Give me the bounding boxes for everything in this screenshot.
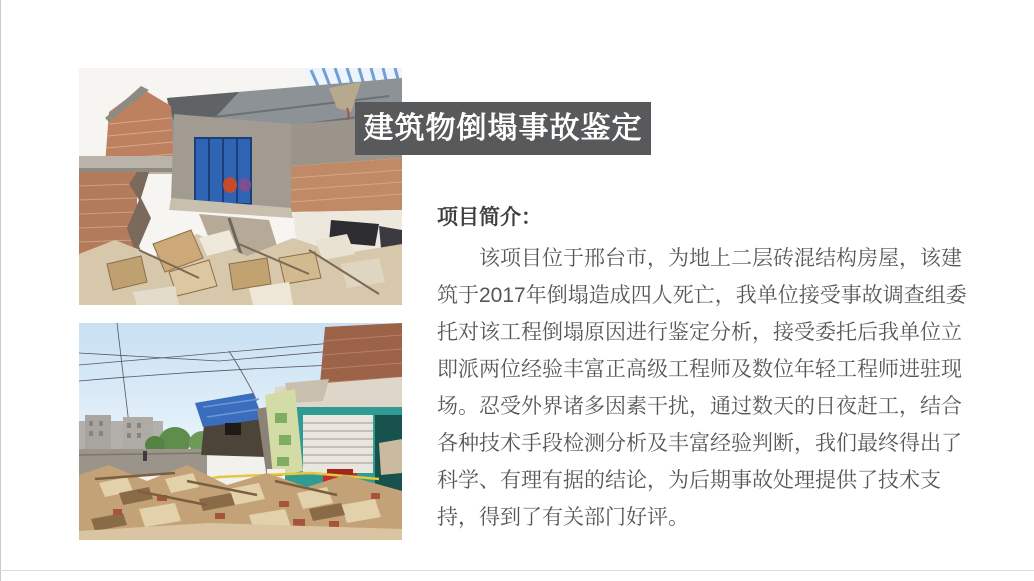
project-intro-paragraph: 该项目位于邢台市，为地上二层砖混结构房屋，该建筑于2017年倒塌造成四人死亡，我单位接受事故调查组委托对该工程倒塌原因进行鉴定分析，接受委托后我单位立即派两位经验丰富正高级工程师及数位年轻工程师进驻现场。忍受外界诸多因素干扰，通过数天的日夜赶工，结合各种技术手段检测分析及丰富经验判断，我们最终得出了科学、有理有据的结论，为后期事故处理提供了技术支持，得到了有关部门好评。 (437, 247, 967, 529)
page-title-banner: 建筑物倒塌事故鉴定 (355, 102, 651, 155)
collapsed-building-interior-photo (79, 68, 402, 305)
project-intro-section (437, 203, 968, 536)
page-bottom-border (0, 570, 1034, 571)
collapsed-shopfront-rubble-photo (79, 323, 402, 540)
collapsed-shopfront-rubble-illustration (79, 323, 402, 540)
collapsed-building-interior-illustration (79, 68, 402, 305)
page-left-border (0, 0, 1, 581)
project-intro-heading: 项目简介： (437, 206, 542, 229)
